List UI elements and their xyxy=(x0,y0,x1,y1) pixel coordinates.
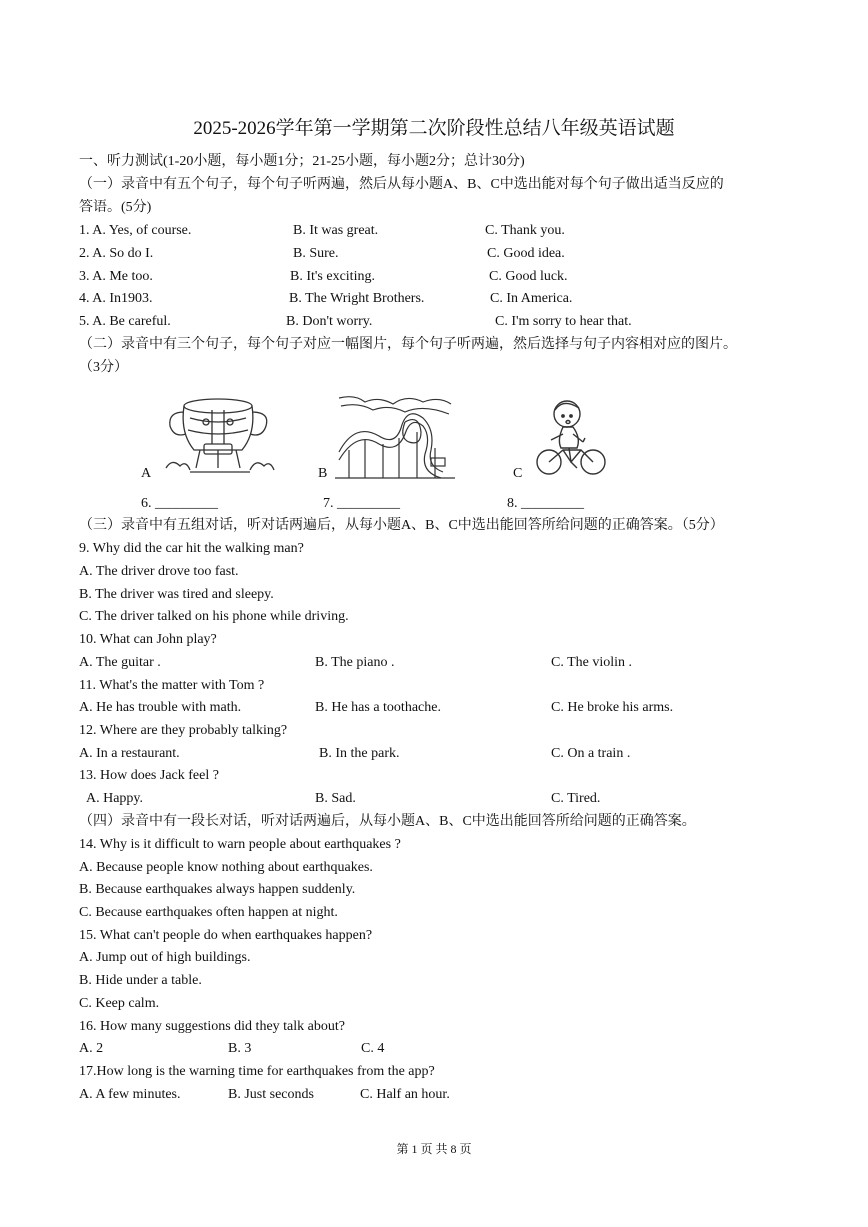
q17-option-b[interactable]: B. Just seconds xyxy=(228,1087,314,1102)
part2-instruction: （二）录音中有三个句子，每个句子对应一幅图片，每个句子听两遍，然后选择与句子内容相对应的图片。 xyxy=(79,337,737,352)
q11-option-a[interactable]: A. He has trouble with math. xyxy=(79,700,242,715)
q12-option-a[interactable]: A. In a restaurant. xyxy=(79,746,180,761)
q14-option-a[interactable]: A. Because people know nothing about earthquakes. xyxy=(79,860,373,875)
q3-option-a[interactable]: 3. A. Me too. xyxy=(79,269,153,284)
q17-option-a[interactable]: A. A few minutes. xyxy=(79,1087,181,1102)
q15-option-c[interactable]: C. Keep calm. xyxy=(79,996,160,1011)
q9-option-a[interactable]: A. The driver drove too fast. xyxy=(79,564,239,579)
roller-coaster-picture xyxy=(335,392,455,480)
picture-label-c: C xyxy=(513,466,523,481)
part2-instruction-cont: （3分） xyxy=(79,360,128,375)
q15-option-a[interactable]: A. Jump out of high buildings. xyxy=(79,950,251,965)
q12-question: 12. Where are they probably talking? xyxy=(79,723,288,738)
q11-option-b[interactable]: B. He has a toothache. xyxy=(315,700,441,715)
q4-option-a[interactable]: 4. A. In1903. xyxy=(79,291,153,306)
q10-question: 10. What can John play? xyxy=(79,632,217,647)
q9-question: 9. Why did the car hit the walking man? xyxy=(79,541,304,556)
q11-question: 11. What's the matter with Tom ? xyxy=(79,678,265,693)
q10-option-a[interactable]: A. The guitar . xyxy=(79,655,161,670)
q12-option-c[interactable]: C. On a train . xyxy=(551,746,631,761)
q13-question: 13. How does Jack feel ? xyxy=(79,768,219,783)
q13-option-a[interactable]: A. Happy. xyxy=(86,791,144,806)
q16-option-a[interactable]: A. 2 xyxy=(79,1041,104,1056)
q12-option-b[interactable]: B. In the park. xyxy=(319,746,400,761)
boy-cycling-picture xyxy=(533,394,609,478)
q15-option-b[interactable]: B. Hide under a table. xyxy=(79,973,202,988)
answer-blank-7[interactable]: 7. _________ xyxy=(323,496,400,511)
q14-option-b[interactable]: B. Because earthquakes always happen suddenly. xyxy=(79,882,356,897)
q17-option-c[interactable]: C. Half an hour. xyxy=(360,1087,450,1102)
q4-option-b[interactable]: B. The Wright Brothers. xyxy=(289,291,425,306)
q16-option-b[interactable]: B. 3 xyxy=(228,1041,252,1056)
q4-option-c[interactable]: C. In America. xyxy=(490,291,573,306)
answer-blank-6[interactable]: 6. _________ xyxy=(141,496,218,511)
q9-option-c[interactable]: C. The driver talked on his phone while driving. xyxy=(79,609,349,624)
q2-option-b[interactable]: B. Sure. xyxy=(293,246,339,261)
q5-option-a[interactable]: 5. A. Be careful. xyxy=(79,314,171,329)
section-heading: 一、听力测试(1-20小题，每小题1分；21-25小题，每小题2分；总计30分) xyxy=(79,154,525,169)
q10-option-b[interactable]: B. The piano . xyxy=(315,655,395,670)
picture-label-a: A xyxy=(141,466,152,481)
q3-option-c[interactable]: C. Good luck. xyxy=(489,269,568,284)
q13-option-b[interactable]: B. Sad. xyxy=(315,791,356,806)
page-title: 2025-2026学年第一学期第二次阶段性总结八年级英语试题 xyxy=(193,118,675,139)
part1-instruction-cont: 答语。(5分) xyxy=(79,200,152,215)
q9-option-b[interactable]: B. The driver was tired and sleepy. xyxy=(79,587,274,602)
q16-option-c[interactable]: C. 4 xyxy=(361,1041,385,1056)
q17-question: 17.How long is the warning time for earthquakes from the app? xyxy=(79,1064,435,1079)
q2-option-c[interactable]: C. Good idea. xyxy=(487,246,565,261)
q3-option-b[interactable]: B. It's exciting. xyxy=(290,269,375,284)
q14-option-c[interactable]: C. Because earthquakes often happen at night. xyxy=(79,905,338,920)
q5-option-c[interactable]: C. I'm sorry to hear that. xyxy=(495,314,632,329)
q1-option-b[interactable]: B. It was great. xyxy=(293,223,379,238)
q2-option-a[interactable]: 2. A. So do I. xyxy=(79,246,154,261)
q5-option-b[interactable]: B. Don't worry. xyxy=(286,314,373,329)
q11-option-c[interactable]: C. He broke his arms. xyxy=(551,700,674,715)
part4-instruction: （四）录音中有一段长对话，听对话两遍后，从每小题A、B、C中选出能回答所给问题的正确答案。 xyxy=(79,814,696,829)
q1-option-c[interactable]: C. Thank you. xyxy=(485,223,565,238)
part3-instruction: （三）录音中有五组对话，听对话两遍后，从每小题A、B、C中选出能回答所给问题的正确答案。（5分） xyxy=(79,518,724,533)
q13-option-c[interactable]: C. Tired. xyxy=(551,791,601,806)
part1-instruction: （一）录音中有五个句子，每个句子听两遍，然后从每小题A、B、C中选出能对每个句子做出适当反应的 xyxy=(79,177,724,192)
q16-question: 16. How many suggestions did they talk about? xyxy=(79,1019,345,1034)
q1-option-a[interactable]: 1. A. Yes, of course. xyxy=(79,223,192,238)
q10-option-c[interactable]: C. The violin . xyxy=(551,655,633,670)
picture-label-b: B xyxy=(318,466,328,481)
q15-question: 15. What can't people do when earthquakes happen? xyxy=(79,928,373,943)
q14-question: 14. Why is it difficult to warn people about earthquakes ? xyxy=(79,837,401,852)
ancient-vessel-picture xyxy=(160,388,280,480)
page-number-footer: 第 1 页 共 8 页 xyxy=(396,1142,472,1156)
answer-blank-8[interactable]: 8. _________ xyxy=(507,496,584,511)
